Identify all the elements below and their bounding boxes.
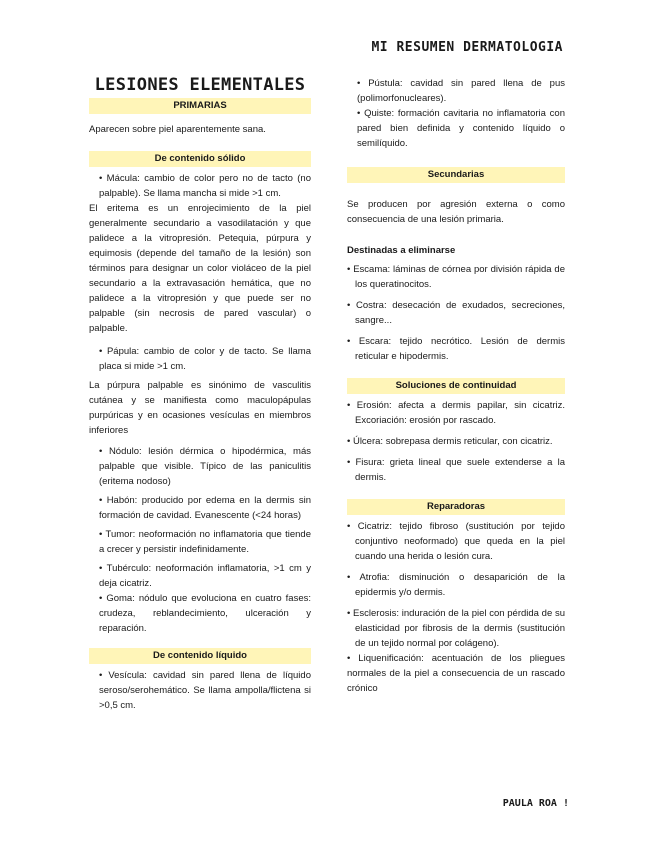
liquido-band: De contenido líquido <box>89 648 311 664</box>
primarias-band: PRIMARIAS <box>89 98 311 114</box>
reparadoras-band: Reparadoras <box>347 499 565 515</box>
solido-band: De contenido sólido <box>89 151 311 167</box>
main-title: LESIONES ELEMENTALES <box>94 75 306 95</box>
primarias-intro: Aparecen sobre piel aparentemente sana. <box>89 124 266 135</box>
pustula-item: • Pústula: cavidad sin pared llena de pus (polimorfonucleares). <box>357 78 565 104</box>
left-column <box>89 75 311 713</box>
papula-item: • Pápula: cambio de color y de tacto. Se llama placa si mide >1 cm. <box>99 346 311 372</box>
destinadas-heading: Destinadas a eliminarse <box>347 245 456 256</box>
tumor-item: • Tumor: neoformación no inflamatoria que tiende a crecer y persistir indefinidamente. <box>99 529 311 555</box>
atrofia-item: • Atrofia: disminución o desaparición de la epidermis y/o dermis. <box>347 572 565 598</box>
fisura-item: • Fisura: grieta lineal que suele extenderse a la dermis. <box>347 457 565 483</box>
vesicula-item: • Vesícula: cavidad sin pared llena de líquido seroso/serohemático. Se llama ampolla/flictena si >0,5 cm. <box>99 670 311 711</box>
macula-item: • Mácula: cambio de color pero no de tacto (no palpable). Se llama mancha si mide >1 cm. <box>99 173 311 199</box>
footer-signature: PAULA ROA ! <box>502 798 569 809</box>
quiste-item: • Quiste: formación cavitaria no inflamatoria con pared bien definida y contenido líquido o semilíquido. <box>357 108 565 149</box>
costra-item: • Costra: desecación de exudados, secreciones, sangre... <box>347 300 565 326</box>
purpura-paragraph: La púrpura palpable es sinónimo de vasculitis cutánea y se manifiesta como maculopápulas purpúricas y en ocasiones vesículas en miembros inferiores <box>89 380 311 436</box>
habon-item: • Habón: producido por edema en la dermis sin formación de cavidad. Evanescente (<24 horas) <box>99 495 311 521</box>
ulcera-item: • Úlcera: sobrepasa dermis reticular, con cicatriz. <box>347 436 553 447</box>
secundarias-band: Secundarias <box>347 167 565 183</box>
tuberculo-item: • Tubérculo: neoformación inflamatoria, >1 cm y deja cicatriz. <box>99 563 311 589</box>
secundarias-intro: Se producen por agresión externa o como consecuencia de una lesión primaria. <box>347 199 565 225</box>
continuidad-band: Soluciones de continuidad <box>347 378 565 394</box>
eritema-paragraph: El eritema es un enrojecimiento de la piel generalmente secundario a vasodilatación y que palidece a la vitropresión. Petequia, púrpura y equimosis (depende del tamaño de la lesión) son términos para designar un color violáceo de la piel secundario a la extravasación hemática, que no palidece a la vitropresión y que puede ser no palpable (sin necrosis de pared vascular) o palpable. <box>89 203 311 334</box>
escara-item: • Escara: tejido necrótico. Lesión de dermis reticular e hipodermis. <box>347 336 565 362</box>
escama-item: • Escama: láminas de córnea por división rápida de los queratinocitos. <box>347 264 565 290</box>
liquenificacion-item: • Liquenificación: acentuación de los pliegues normales de la piel a consecuencia de un rascado crónico <box>347 653 565 694</box>
cicatriz-item: • Cicatriz: tejido fibroso (sustitución por tejido conjuntivo neoformado) que queda en la piel cuando una herida o lesión cura. <box>347 521 565 562</box>
document-header-title: MI RESUMEN DERMATOLOGIA <box>371 40 563 55</box>
right-column <box>347 76 565 696</box>
nodulo-item: • Nódulo: lesión dérmica o hipodérmica, más palpable que visible. Típico de las paniculitis (eritema nodoso) <box>99 446 311 487</box>
erosion-item: • Erosión: afecta a dermis papilar, sin cicatriz. Excoriación: erosión por rascado. <box>347 400 565 426</box>
esclerosis-item: • Esclerosis: induración de la piel con pérdida de su elasticidad por fibrosis de la dermis (sustitución de un tejido normal por colágeno). <box>347 608 565 649</box>
goma-item: • Goma: nódulo que evoluciona en cuatro fases: crudeza, reblandecimiento, ulceración y reparación. <box>99 593 311 634</box>
